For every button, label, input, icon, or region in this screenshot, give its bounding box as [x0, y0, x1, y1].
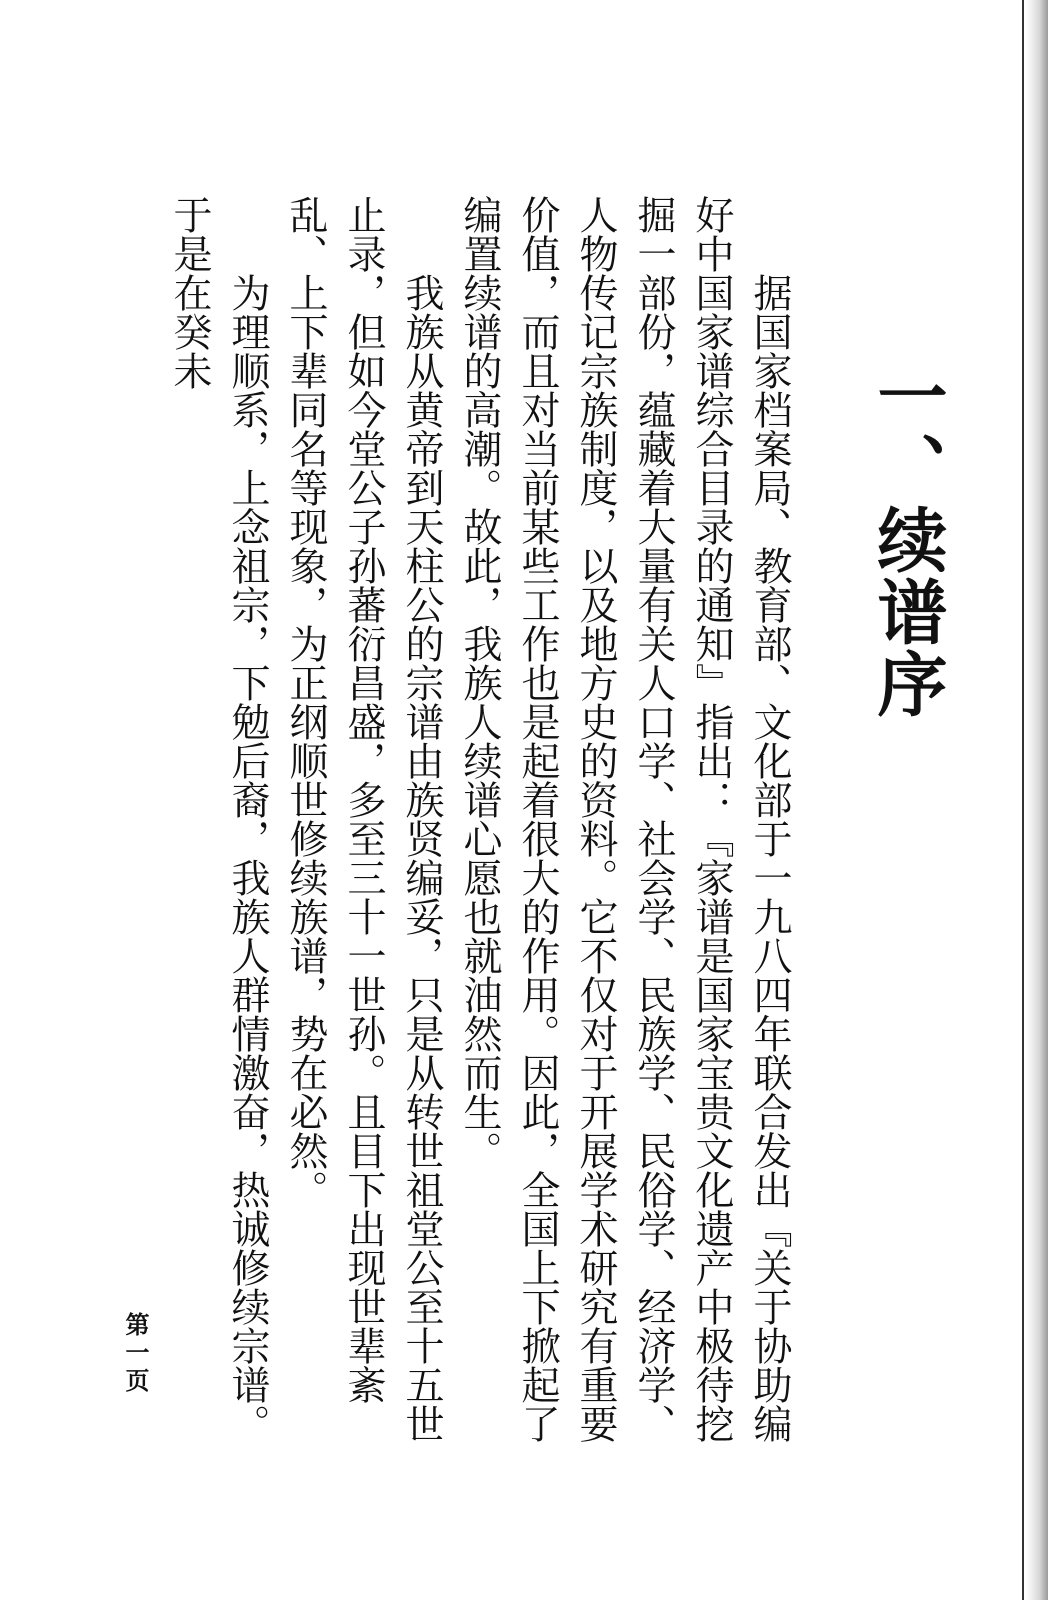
- paragraph-2: 我族从黄帝到天柱公的宗谱由族贤编妥，只是从转世祖堂公至十五世止录，但如今堂公子孙蕃衍昌盛，多至三十一世孙。且目下出现世辈紊乱、上下辈同名等现象，为正纲顺世修续族谱，势在必然。: [283, 195, 444, 1443]
- page-title: 一、续谱序: [866, 360, 949, 720]
- paragraph-3: 为理顺系，上念祖宗，下勉后裔，我族人群情激奋，热诚修续宗谱。于是在癸未: [167, 195, 270, 1443]
- fold-line: [1022, 0, 1024, 1600]
- body-text: [160, 195, 798, 1445]
- page-edge: [1026, 0, 1048, 1600]
- page-number: 第一页: [121, 1312, 150, 1396]
- paragraph-1: 据国家档案局、教育部、文化部于一九八四年联合发出『关于协助编好中国家谱综合目录的通知』指出：『家谱是国家宝贵文化遗产中极待挖掘一部份，蕴藏着大量有关人口学、社会学、民族学、民俗学、经济学、人物传记宗族制度，以及地方史的资料。它不仅对于开展学术研究有重要价值，而且对当前某些工作也是起着很大的作用。因此，全国上下掀起了编置续谱的高潮。故此，我族人续谱心愿也就油然而生。: [457, 195, 792, 1443]
